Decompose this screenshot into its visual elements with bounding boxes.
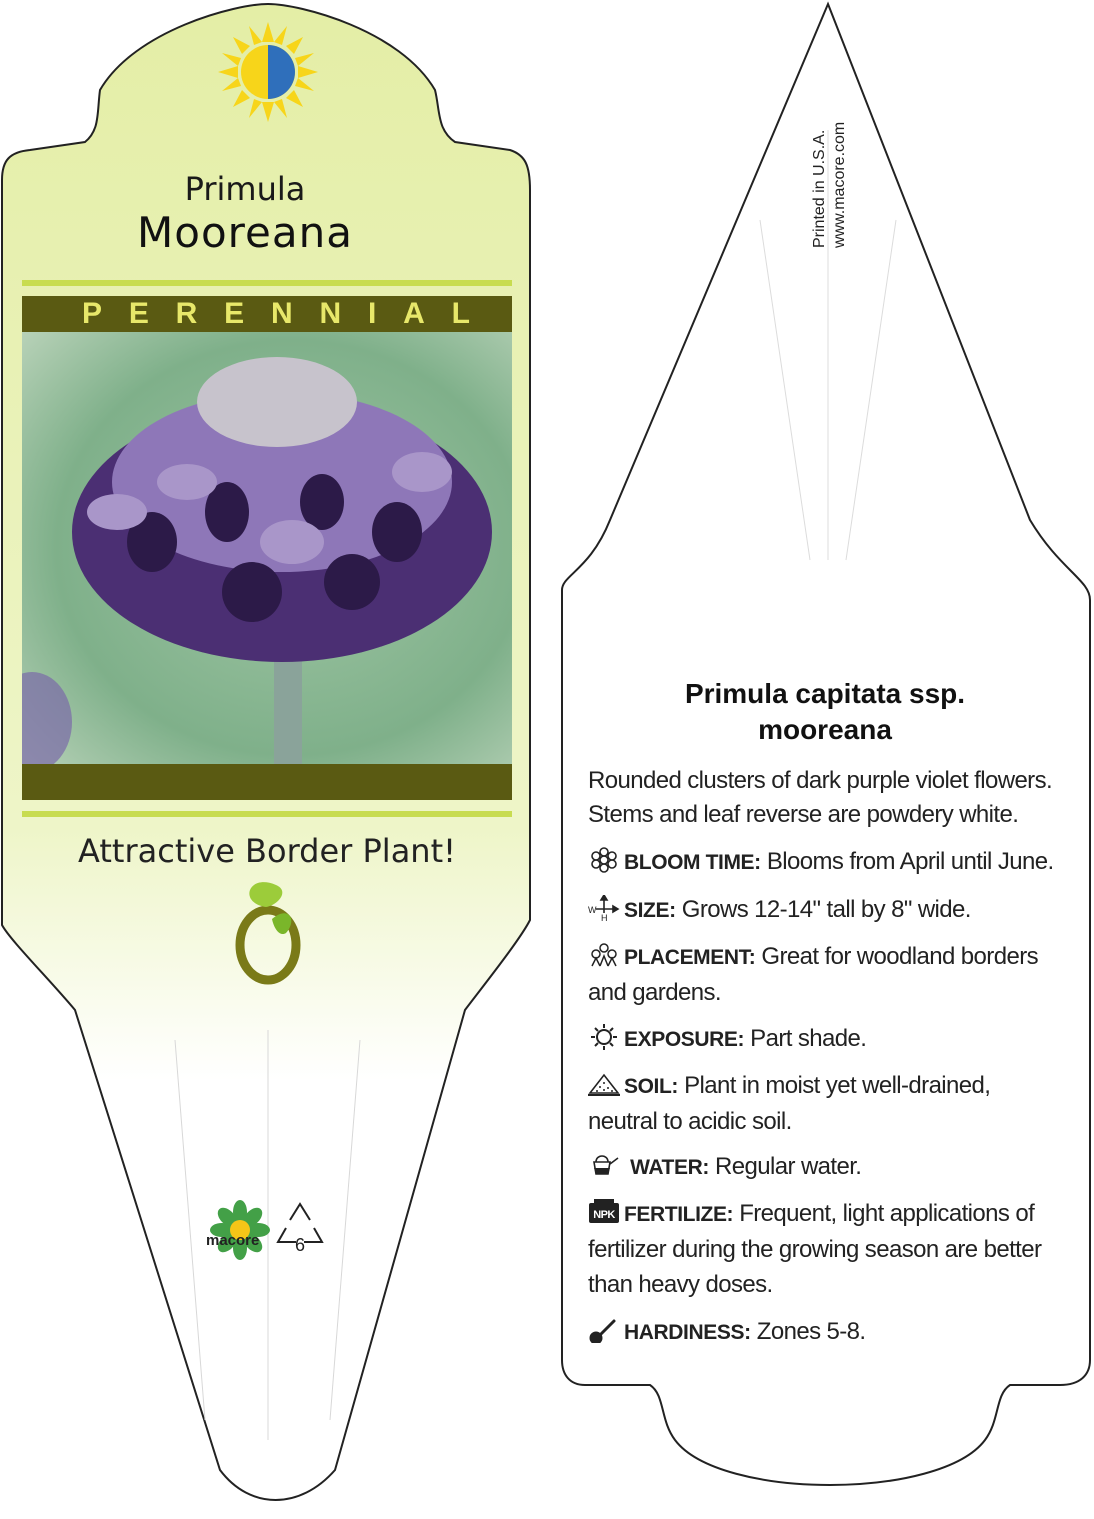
plant-type-letter: N (319, 297, 342, 330)
tagline: Attractive Border Plant! (78, 832, 456, 870)
plant-type-band (22, 296, 512, 332)
flower-icon (588, 847, 620, 873)
plants-icon (588, 942, 620, 968)
recycle-number: 6 (294, 1235, 306, 1255)
plant-type-letter: P (82, 297, 103, 330)
detail-hardiness: HARDINESS: Zones 5-8. (588, 1314, 1058, 1350)
detail-water: WATER: Regular water. (588, 1149, 1058, 1185)
soil-icon (588, 1071, 620, 1097)
size-h-label: H (601, 913, 607, 921)
npk-icon (588, 1199, 620, 1225)
plant-type-letter: L (451, 297, 470, 330)
plant-photo (22, 332, 512, 764)
detail-fertilize: NPK FERTILIZE: Frequent, light applications of fertilizer during the growing season are better than heavy doses. (588, 1200, 1042, 1298)
brand-name: macore (206, 1232, 260, 1249)
thermometer-icon (588, 1317, 620, 1343)
photo-bottom-band (22, 764, 512, 800)
print-info (810, 68, 850, 248)
description: Rounded clusters of dark purple violet flowers. Stems and leaf reverse are powdery white. (588, 767, 1053, 828)
website: www.macore.com (831, 121, 848, 248)
plant-type-letter: N (270, 297, 293, 330)
detail-bloom-time: BLOOM TIME: Blooms from April until June. (588, 844, 1058, 880)
detail-size: W H SIZE: Grows 12-14" tall by 8" wide. (588, 896, 971, 923)
detail-placement: PLACEMENT: Great for woodland borders and gardens. (588, 943, 1038, 1006)
plant-genus: Primula (184, 170, 306, 208)
plant-type-letter: E (224, 297, 245, 330)
size-arrows-icon (588, 895, 620, 921)
plant-type-letter: I (367, 297, 377, 330)
sun-shade-icon (218, 22, 318, 122)
plant-type-letter: A (403, 297, 425, 330)
detail-soil: SOIL: Plant in moist yet well-drained, neutral to acidic soil. (588, 1072, 991, 1135)
sun-icon (588, 1024, 620, 1050)
detail-exposure: EXPOSURE: Part shade. (588, 1021, 1058, 1057)
plant-species: Mooreana (137, 208, 353, 257)
printed-in: Printed in U.S.A. (811, 129, 828, 248)
plant-type-letter: R (175, 297, 198, 330)
botanical-name: Primula capitata ssp. mooreana (684, 678, 966, 745)
plant-type-letter: E (128, 297, 149, 330)
watering-can-icon (588, 1152, 620, 1178)
size-w-label: W (588, 905, 596, 915)
npk-label: NPK (593, 1209, 615, 1221)
